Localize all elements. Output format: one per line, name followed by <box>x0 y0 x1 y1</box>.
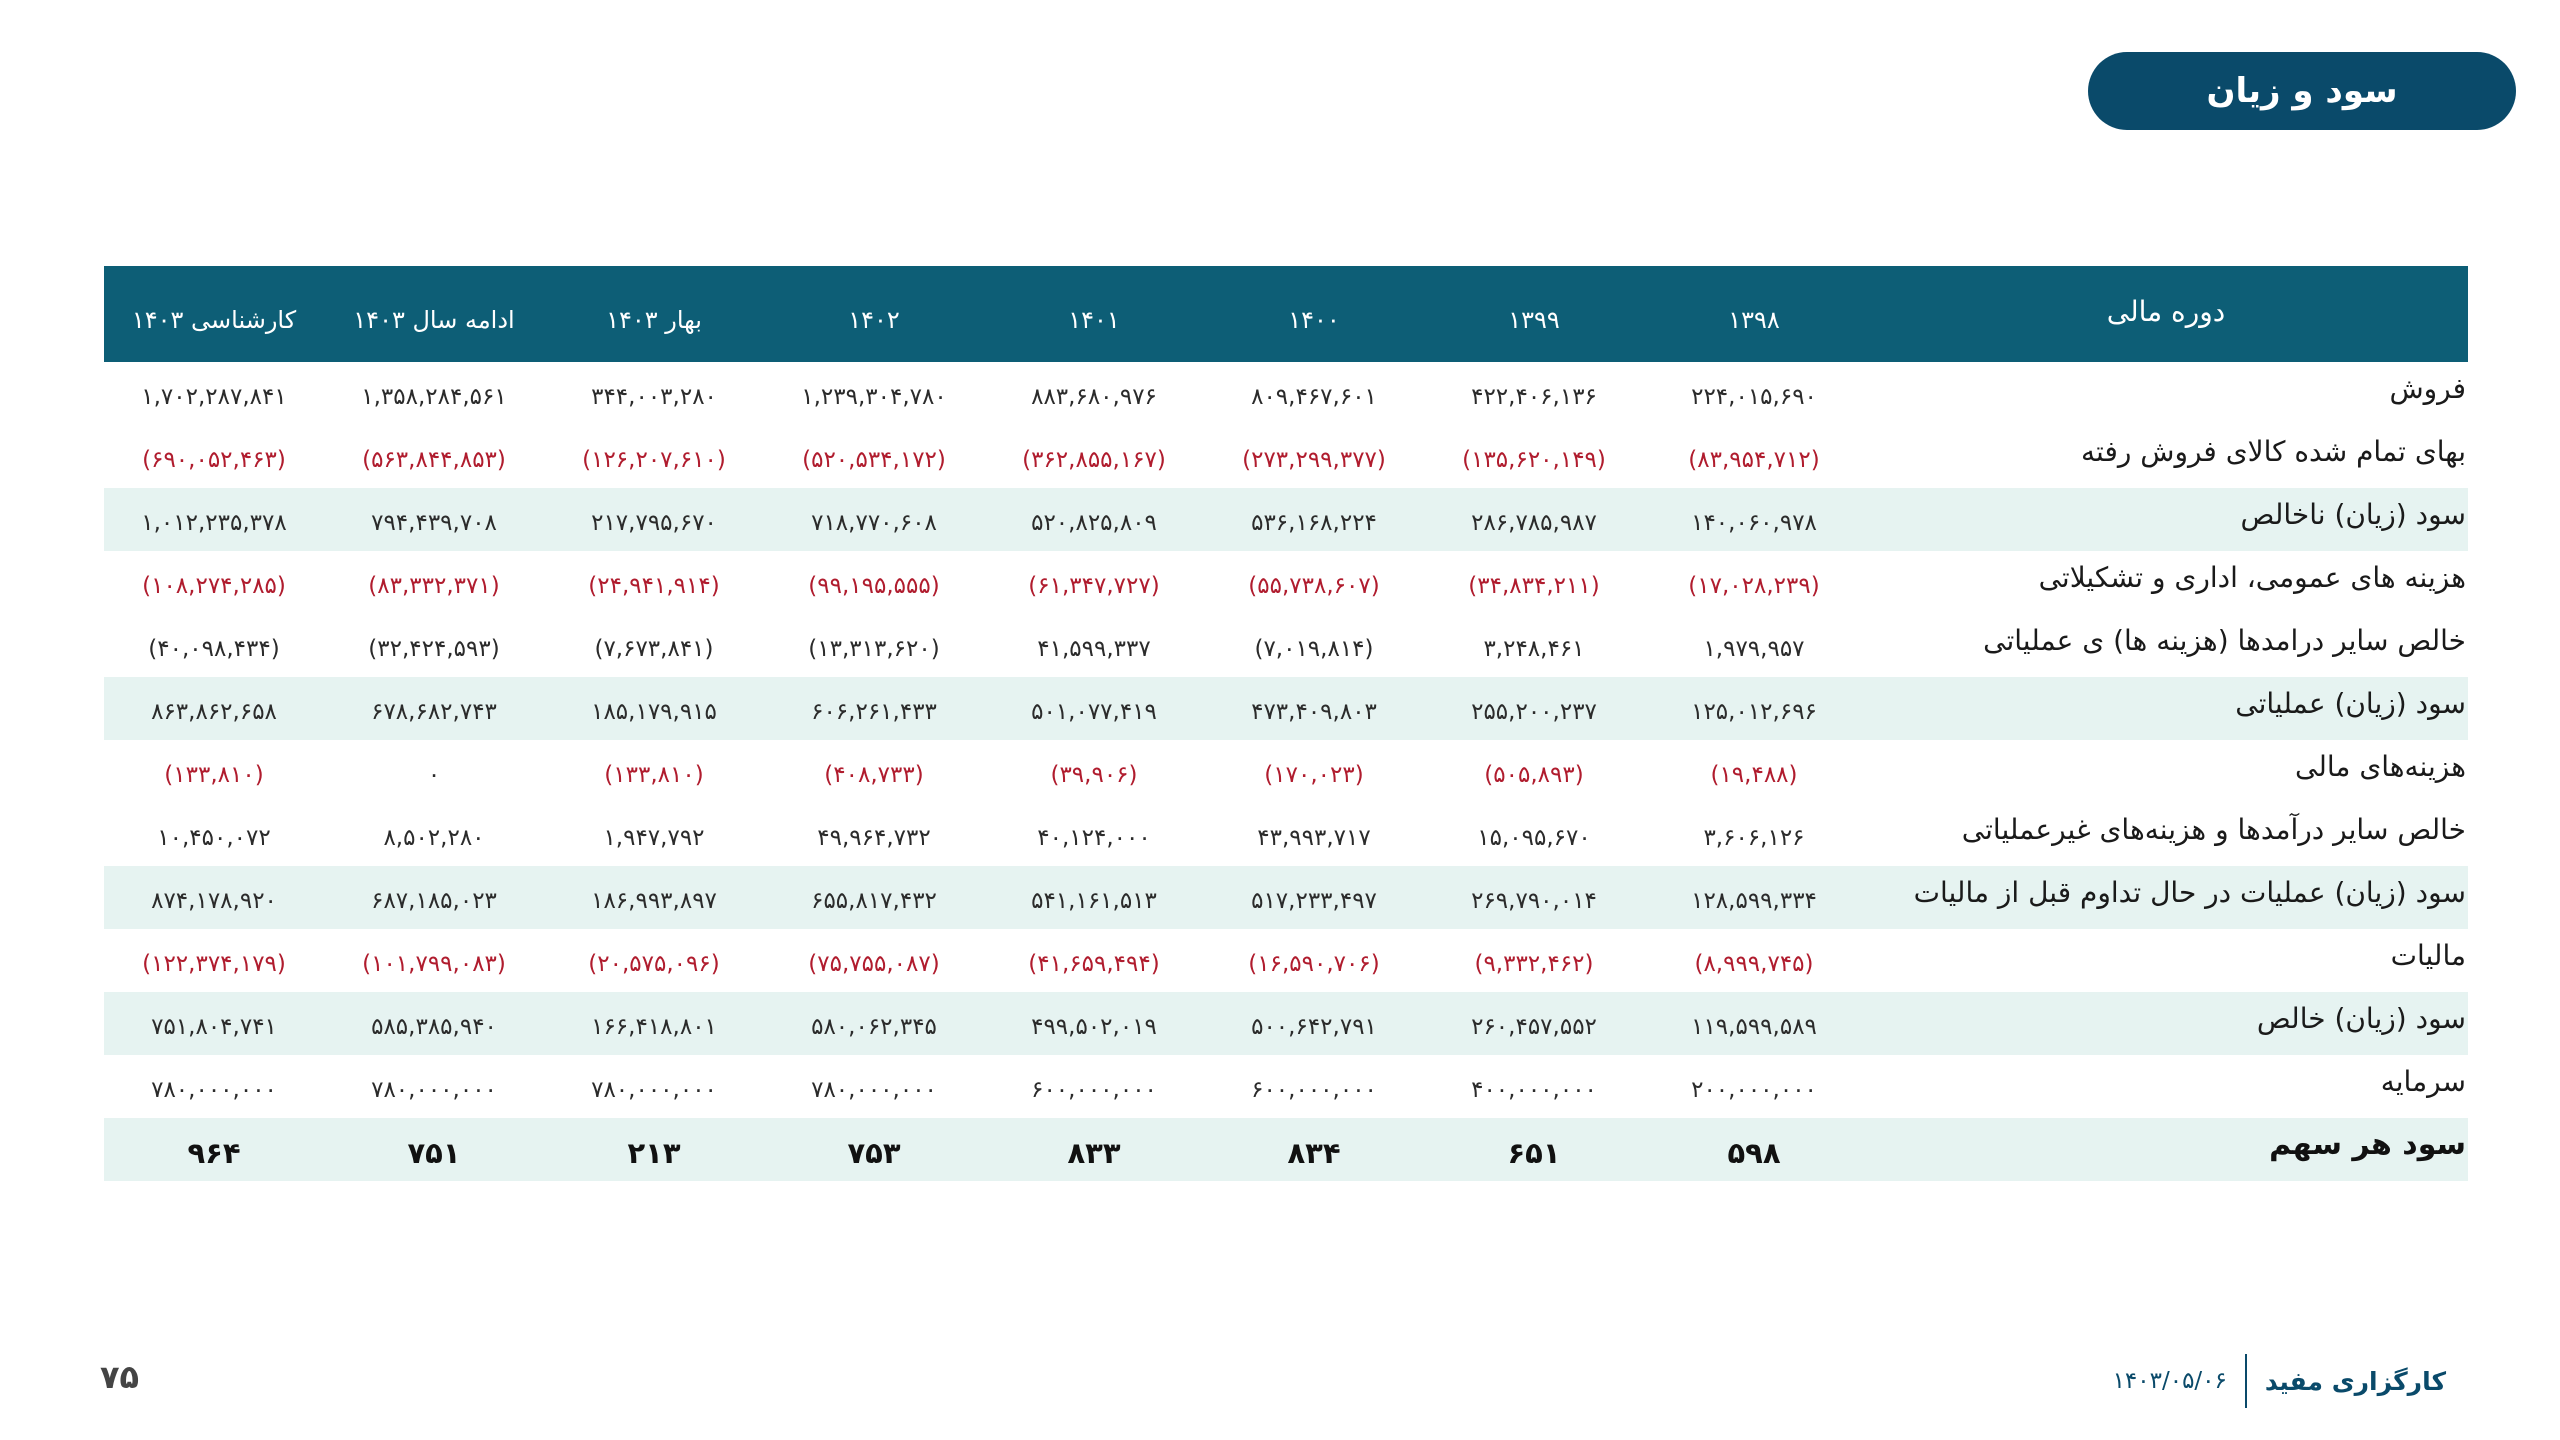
page-number: ۷۵ <box>100 1358 140 1396</box>
table-row <box>104 740 2468 803</box>
table-cell: ۰ <box>427 762 441 788</box>
table-cell: (۸۳,۹۵۴,۷۱۲) <box>1688 447 1820 473</box>
table-cell: (۱۲۲,۳۷۴,۱۷۹) <box>142 951 286 977</box>
table-row <box>104 677 2468 740</box>
table-cell: ۲۱۳ <box>627 1136 681 1170</box>
table-cell: ۷۸۰,۰۰۰,۰۰۰ <box>371 1077 497 1103</box>
column-header: بهار ۱۴۰۳ <box>606 305 702 334</box>
table-cell: (۸,۹۹۹,۷۴۵) <box>1694 951 1814 977</box>
table-cell: ۴۲۲,۴۰۶,۱۳۶ <box>1471 384 1597 410</box>
table-cell: (۱۰۱,۷۹۹,۰۸۳) <box>362 951 506 977</box>
table-cell: ۹۶۴ <box>187 1136 241 1170</box>
table-row <box>104 614 2468 677</box>
table-cell: ۴۷۳,۴۰۹,۸۰۳ <box>1251 699 1377 725</box>
table-cell: (۱۳۵,۶۲۰,۱۴۹) <box>1462 447 1606 473</box>
table-cell: (۱۰۸,۲۷۴,۲۸۵) <box>142 573 286 599</box>
table-cell: ۳,۲۴۸,۴۶۱ <box>1483 636 1585 662</box>
table-cell: ۷۸۰,۰۰۰,۰۰۰ <box>811 1077 937 1103</box>
table-cell: ۱,۹۷۹,۹۵۷ <box>1703 636 1805 662</box>
table-cell: (۴۱,۶۵۹,۴۹۴) <box>1028 951 1160 977</box>
table-cell: (۱۳۳,۸۱۰) <box>604 762 704 788</box>
table-cell: ۴۰۰,۰۰۰,۰۰۰ <box>1471 1077 1597 1103</box>
table-cell: (۱۷,۰۲۸,۲۳۹) <box>1688 573 1820 599</box>
table-cell: ۱۲۸,۵۹۹,۳۳۴ <box>1691 888 1817 914</box>
table-row <box>104 1118 2468 1181</box>
column-header: کارشناسی ۱۴۰۳ <box>131 305 297 334</box>
table-cell: ۵۲۰,۸۲۵,۸۰۹ <box>1031 510 1157 536</box>
table-row <box>104 488 2468 551</box>
row-label: سود (زیان) خالص <box>2256 1002 2466 1035</box>
column-header: ۱۴۰۱ <box>1068 305 1120 334</box>
table-cell: (۱۹,۴۸۸) <box>1710 762 1798 788</box>
table-cell: ۶۵۱ <box>1507 1136 1561 1170</box>
brand-name: کارگزاری مفید <box>2264 1366 2446 1396</box>
table-cell: ۷۱۸,۷۷۰,۶۰۸ <box>811 510 937 536</box>
table-cell: ۷۹۴,۴۳۹,۷۰۸ <box>371 510 497 536</box>
table-cell: ۱,۷۰۲,۲۸۷,۸۴۱ <box>141 384 287 410</box>
table-cell: (۳۴,۸۳۴,۲۱۱) <box>1468 573 1600 599</box>
table-cell: (۵۶۳,۸۴۴,۸۵۳) <box>362 447 506 473</box>
table-cell: (۱۳,۳۱۳,۶۲۰) <box>808 636 940 662</box>
table-cell: ۱۸۵,۱۷۹,۹۱۵ <box>591 699 717 725</box>
table-cell: (۱۶,۵۹۰,۷۰۶) <box>1248 951 1380 977</box>
table-cell: ۱۶۶,۴۱۸,۸۰۱ <box>591 1014 717 1040</box>
row-label: هزینه های عمومی، اداری و تشکیلاتی <box>2038 561 2466 594</box>
table-cell: (۳۲,۴۲۴,۵۹۳) <box>368 636 500 662</box>
row-label: سود (زیان) عملیاتی <box>2235 687 2466 720</box>
table-cell: (۶۱,۳۴۷,۷۲۷) <box>1028 573 1160 599</box>
table-cell: ۵۸۰,۰۶۲,۳۴۵ <box>811 1014 937 1040</box>
table-cell: ۵۳۶,۱۶۸,۲۲۴ <box>1251 510 1377 536</box>
table-cell: (۲۴,۹۴۱,۹۱۴) <box>588 573 720 599</box>
table-cell: ۱۲۵,۰۱۲,۶۹۶ <box>1691 699 1817 725</box>
table-cell: ۸۳۴ <box>1287 1136 1341 1170</box>
table-cell: (۱۳۳,۸۱۰) <box>164 762 264 788</box>
row-label: سود (زیان) ناخالص <box>2240 498 2466 531</box>
table-cell: (۷,۰۱۹,۸۱۴) <box>1254 636 1374 662</box>
table-row <box>104 803 2468 866</box>
table-cell: ۱,۳۵۸,۲۸۴,۵۶۱ <box>361 384 507 410</box>
table-row <box>104 425 2468 488</box>
table-cell: (۵۰۵,۸۹۳) <box>1484 762 1584 788</box>
page-title-text: سود و زیان <box>2206 71 2398 111</box>
table-cell: ۳۴۴,۰۰۳,۲۸۰ <box>591 384 717 410</box>
table-cell: ۵۱۷,۲۳۳,۴۹۷ <box>1251 888 1377 914</box>
table-cell: (۷,۶۷۳,۸۴۱) <box>594 636 714 662</box>
table-cell: ۱۵,۰۹۵,۶۷۰ <box>1477 825 1591 851</box>
table-cell: ۲۲۴,۰۱۵,۶۹۰ <box>1691 384 1817 410</box>
table-cell: (۱۲۶,۲۰۷,۶۱۰) <box>582 447 726 473</box>
table-cell: ۸۷۴,۱۷۸,۹۲۰ <box>151 888 277 914</box>
table-cell: ۱۱۹,۵۹۹,۵۸۹ <box>1691 1014 1817 1040</box>
table-cell: ۴۱,۵۹۹,۳۳۷ <box>1037 636 1151 662</box>
table-cell: ۳,۶۰۶,۱۲۶ <box>1703 825 1805 851</box>
table-cell: (۸۳,۳۳۲,۳۷۱) <box>368 573 500 599</box>
table-cell: ۴۹۹,۵۰۲,۰۱۹ <box>1031 1014 1157 1040</box>
column-header: ادامه سال ۱۴۰۳ <box>353 305 515 334</box>
table-cell: ۲۶۰,۴۵۷,۵۵۲ <box>1471 1014 1597 1040</box>
table-cell: ۶۰۰,۰۰۰,۰۰۰ <box>1251 1077 1377 1103</box>
table-cell: ۷۵۱ <box>407 1136 461 1170</box>
column-header: ۱۳۹۹ <box>1508 305 1560 334</box>
table-cell: ۲۰۰,۰۰۰,۰۰۰ <box>1691 1077 1817 1103</box>
row-label: سرمایه <box>2380 1065 2466 1098</box>
table-cell: ۸۳۳ <box>1067 1136 1121 1170</box>
footer-brand <box>2113 1354 2446 1408</box>
table-row <box>104 1055 2468 1118</box>
column-header: ۱۳۹۸ <box>1728 305 1780 334</box>
footer-divider <box>2245 1354 2247 1408</box>
table-cell: ۱۰,۴۵۰,۰۷۲ <box>157 825 271 851</box>
column-header: ۱۴۰۰ <box>1288 305 1340 334</box>
row-label: خالص سایر درآمدها و هزینه‌های غیرعملیاتی <box>1961 813 2466 846</box>
table-cell: ۷۵۱,۸۰۴,۷۴۱ <box>151 1014 277 1040</box>
table-cell: ۲۱۷,۷۹۵,۶۷۰ <box>591 510 717 536</box>
table-cell: ۷۵۳ <box>847 1136 901 1170</box>
column-header: ۱۴۰۲ <box>848 305 900 334</box>
table-cell: ۵۰۱,۰۷۷,۴۱۹ <box>1031 699 1157 725</box>
table-cell: (۲۷۳,۲۹۹,۳۷۷) <box>1242 447 1386 473</box>
row-label: سود هر سهم <box>2269 1127 2466 1162</box>
table-cell: ۴۹,۹۶۴,۷۳۲ <box>817 825 931 851</box>
row-label: مالیات <box>2390 939 2466 972</box>
table-cell: (۱۷۰,۰۲۳) <box>1264 762 1364 788</box>
table-cell: (۲۰,۵۷۵,۰۹۶) <box>588 951 720 977</box>
table-cell: ۱,۲۳۹,۳۰۴,۷۸۰ <box>801 384 947 410</box>
table-cell: (۹۹,۱۹۵,۵۵۵) <box>808 573 940 599</box>
table-cell: ۵۴۱,۱۶۱,۵۱۳ <box>1031 888 1157 914</box>
table-row <box>104 362 2468 425</box>
table-cell: ۴۰,۱۲۴,۰۰۰ <box>1037 825 1151 851</box>
income-statement-table <box>104 266 2468 1181</box>
table-row <box>104 866 2468 929</box>
table-cell: ۶۰۶,۲۶۱,۴۳۳ <box>811 699 937 725</box>
table-cell: ۴۳,۹۹۳,۷۱۷ <box>1257 825 1371 851</box>
row-label: سود (زیان) عملیات در حال تداوم قبل از مالیات <box>1913 876 2466 909</box>
table-cell: ۵۸۵,۳۸۵,۹۴۰ <box>371 1014 497 1040</box>
table-cell: ۱,۹۴۷,۷۹۲ <box>603 825 705 851</box>
column-header-period: دوره مالی <box>2106 294 2226 328</box>
table-cell: ۶۸۷,۱۸۵,۰۲۳ <box>371 888 497 914</box>
table-cell: (۳۶۲,۸۵۵,۱۶۷) <box>1022 447 1166 473</box>
table-cell: ۷۸۰,۰۰۰,۰۰۰ <box>151 1077 277 1103</box>
table-header-row <box>104 266 2468 362</box>
table-cell: ۸,۵۰۲,۲۸۰ <box>383 825 485 851</box>
table-cell: ۵۰۰,۶۴۲,۷۹۱ <box>1251 1014 1377 1040</box>
table-cell: ۷۸۰,۰۰۰,۰۰۰ <box>591 1077 717 1103</box>
table-row <box>104 551 2468 614</box>
table-cell: ۶۵۵,۸۱۷,۴۳۲ <box>811 888 937 914</box>
table-cell: ۲۸۶,۷۸۵,۹۸۷ <box>1471 510 1597 536</box>
table-cell: (۵۵,۷۳۸,۶۰۷) <box>1248 573 1380 599</box>
table-cell: ۸۶۳,۸۶۲,۶۵۸ <box>151 699 277 725</box>
report-date: ۱۴۰۳/۰۵/۰۶ <box>2112 1368 2227 1394</box>
table-cell: ۸۸۳,۶۸۰,۹۷۶ <box>1031 384 1157 410</box>
table-cell: ۶۰۰,۰۰۰,۰۰۰ <box>1031 1077 1157 1103</box>
table-cell: ۲۶۹,۷۹۰,۰۱۴ <box>1471 888 1597 914</box>
table-row <box>104 992 2468 1055</box>
table-row <box>104 929 2468 992</box>
row-label: هزینه‌های مالی <box>2295 750 2466 783</box>
table-cell: ۱,۰۱۲,۲۳۵,۳۷۸ <box>141 510 287 536</box>
page-title <box>2088 52 2516 130</box>
table-cell: ۲۵۵,۲۰۰,۲۳۷ <box>1471 699 1597 725</box>
row-label: فروش <box>2389 372 2466 405</box>
table-cell: (۶۹۰,۰۵۲,۴۶۳) <box>142 447 286 473</box>
table-cell: (۷۵,۷۵۵,۰۸۷) <box>808 951 940 977</box>
table-cell: (۴۰,۰۹۸,۴۳۴) <box>148 636 280 662</box>
table-cell: ۱۸۶,۹۹۳,۸۹۷ <box>591 888 717 914</box>
table-cell: ۸۰۹,۴۶۷,۶۰۱ <box>1251 384 1377 410</box>
row-label: خالص سایر درامدها (هزینه ها) ی عملیاتی <box>1983 624 2466 657</box>
table-cell: (۳۹,۹۰۶) <box>1050 762 1138 788</box>
table-cell: ۱۴۰,۰۶۰,۹۷۸ <box>1691 510 1817 536</box>
table-cell: (۹,۳۳۲,۴۶۲) <box>1474 951 1594 977</box>
table-cell: ۶۷۸,۶۸۲,۷۴۳ <box>371 699 497 725</box>
table-cell: (۴۰۸,۷۳۳) <box>824 762 924 788</box>
table-cell: (۵۲۰,۵۳۴,۱۷۲) <box>802 447 946 473</box>
row-label: بهای تمام شده کالای فروش رفته <box>2081 435 2466 468</box>
table-cell: ۵۹۸ <box>1727 1136 1781 1170</box>
